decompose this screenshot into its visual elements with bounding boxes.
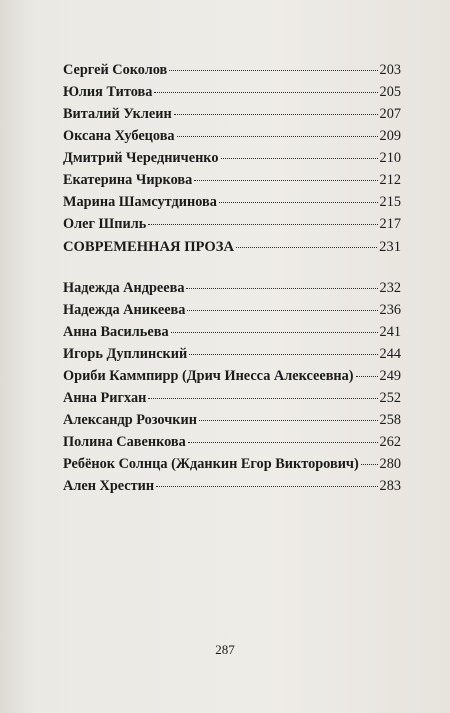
toc-entry-author: Юлия Титова bbox=[63, 84, 153, 100]
section-title: СОВРЕМЕННАЯ ПРОЗА bbox=[63, 239, 234, 255]
toc-entry-author: Ориби Каммпирр (Дрич Инесса Алексеевна) bbox=[63, 368, 354, 384]
toc-entry-author: Сергей Соколов bbox=[63, 62, 168, 78]
dot-leader bbox=[356, 376, 378, 377]
dot-leader bbox=[194, 180, 377, 181]
toc-entry bbox=[63, 324, 401, 346]
toc-entry bbox=[63, 412, 401, 434]
toc-entry-author: Олег Шпиль bbox=[63, 216, 147, 232]
toc-entry-author: Марина Шамсутдинова bbox=[63, 194, 217, 210]
toc-entry-page: 280 bbox=[379, 456, 401, 472]
toc-entry-page: 215 bbox=[379, 194, 401, 210]
toc-entry bbox=[63, 62, 401, 84]
toc-entry-page: 258 bbox=[379, 412, 401, 428]
toc-entry-page: 207 bbox=[379, 106, 401, 122]
toc-entry-author: Виталий Уклеин bbox=[63, 106, 172, 122]
toc-entry-page: 262 bbox=[379, 434, 401, 450]
toc-entry bbox=[63, 150, 401, 172]
toc-entry-page: 210 bbox=[379, 150, 401, 166]
toc-section bbox=[63, 239, 401, 261]
toc-entry-author: Ален Хрестин bbox=[63, 478, 155, 494]
toc-group-prose bbox=[63, 280, 401, 500]
dot-leader bbox=[148, 398, 377, 399]
toc-group-poetry-end bbox=[63, 62, 401, 238]
toc-entry-page: 217 bbox=[379, 216, 401, 232]
page-number: 287 bbox=[215, 642, 235, 657]
toc-entry-page: 283 bbox=[379, 478, 401, 494]
dot-leader bbox=[169, 70, 377, 71]
dot-leader bbox=[187, 310, 377, 311]
toc-entry bbox=[63, 280, 401, 302]
toc-entry-author: Анна Васильева bbox=[63, 324, 169, 340]
toc-entry bbox=[63, 216, 401, 238]
dot-leader bbox=[188, 442, 378, 443]
toc-entry-author: Оксана Хубецова bbox=[63, 128, 175, 144]
dot-leader bbox=[186, 288, 377, 289]
dot-leader bbox=[156, 486, 377, 487]
dot-leader bbox=[236, 247, 377, 248]
toc-entry-page: 241 bbox=[379, 324, 401, 340]
toc-entry bbox=[63, 84, 401, 106]
toc-entry-page: 249 bbox=[379, 368, 401, 384]
toc-entry-page: 203 bbox=[379, 62, 401, 78]
toc-entry-author: Екатерина Чиркова bbox=[63, 172, 193, 188]
toc-entry-author: Анна Ригхан bbox=[63, 390, 147, 406]
toc-entry bbox=[63, 478, 401, 500]
dot-leader bbox=[171, 332, 378, 333]
toc-section-heading bbox=[63, 239, 401, 261]
toc-entry-page: 236 bbox=[379, 302, 401, 318]
toc-entry bbox=[63, 434, 401, 456]
toc-entry-author: Ребёнок Солнца (Жданкин Егор Викторович) bbox=[63, 456, 359, 472]
toc-entry bbox=[63, 194, 401, 216]
toc-entry bbox=[63, 368, 401, 390]
toc-entry-author: Игорь Дуплинский bbox=[63, 346, 188, 362]
toc-entry-page: 205 bbox=[379, 84, 401, 100]
section-page: 231 bbox=[379, 239, 401, 255]
toc-entry-page: 244 bbox=[379, 346, 401, 362]
toc-entry-author: Александр Розочкин bbox=[63, 412, 197, 428]
toc-entry-page: 209 bbox=[379, 128, 401, 144]
dot-leader bbox=[154, 92, 377, 93]
toc-entry bbox=[63, 346, 401, 368]
dot-leader bbox=[219, 202, 378, 203]
dot-leader bbox=[189, 354, 377, 355]
toc-entry-author: Надежда Аникеева bbox=[63, 302, 186, 318]
toc-entry bbox=[63, 456, 401, 478]
dot-leader bbox=[221, 158, 378, 159]
toc-entry-page: 212 bbox=[379, 172, 401, 188]
dot-leader bbox=[174, 114, 378, 115]
dot-leader bbox=[148, 224, 377, 225]
dot-leader bbox=[199, 420, 378, 421]
dot-leader bbox=[177, 136, 378, 137]
toc-entry-author: Дмитрий Чередниченко bbox=[63, 150, 219, 166]
toc-entry-page: 232 bbox=[379, 280, 401, 296]
toc-entry bbox=[63, 106, 401, 128]
toc-entry-author: Полина Савенкова bbox=[63, 434, 186, 450]
toc-entry bbox=[63, 172, 401, 194]
toc-entry bbox=[63, 390, 401, 412]
toc-entry bbox=[63, 302, 401, 324]
dot-leader bbox=[361, 464, 378, 465]
toc-entry bbox=[63, 128, 401, 150]
toc-entry-page: 252 bbox=[379, 390, 401, 406]
toc-entry-author: Надежда Андреева bbox=[63, 280, 185, 296]
